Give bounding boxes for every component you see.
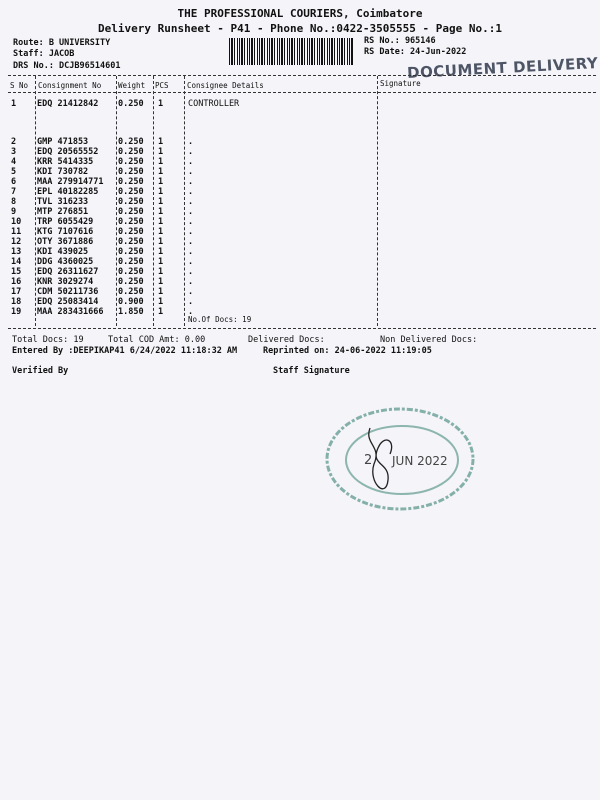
row-details: CONTROLLER — [188, 99, 240, 109]
row-pcs: 1 — [158, 287, 164, 297]
row-pcs: 1 — [158, 297, 164, 307]
row-weight: 0.250 — [118, 187, 144, 197]
col-header-pcs: PCS — [155, 81, 169, 90]
footer-rule — [8, 328, 596, 329]
row-pcs: 1 — [158, 157, 164, 167]
row-details: . — [188, 237, 194, 247]
row-weight: 0.250 — [118, 247, 144, 257]
row-pcs: 1 — [158, 237, 164, 247]
col-header-consignment: Consignment No — [38, 81, 102, 90]
row-sno: 7 — [11, 187, 17, 197]
row-consignment: KDI 730782 — [37, 167, 89, 177]
row-sno: 6 — [11, 177, 17, 187]
no-of-docs: No.Of Docs: 19 — [188, 315, 252, 324]
row-sno: 18 — [11, 297, 22, 307]
row-sno: 10 — [11, 217, 22, 227]
row-pcs: 1 — [158, 167, 164, 177]
row-sno: 8 — [11, 197, 17, 207]
row-weight: 0.250 — [118, 147, 144, 157]
row-consignment: OTY 3671886 — [37, 237, 94, 247]
row-pcs: 1 — [158, 307, 164, 317]
col-header-details: Consignee Details — [187, 81, 264, 90]
col-divider — [116, 76, 117, 326]
row-pcs: 1 — [158, 267, 164, 277]
row-weight: 0.900 — [118, 297, 144, 307]
row-sno: 3 — [11, 147, 17, 157]
document-delivery-stamp: DOCUMENT DELIVERY — [406, 54, 599, 82]
col-header-signature: Signature — [380, 79, 421, 88]
row-details: . — [188, 207, 194, 217]
row-pcs: 1 — [158, 99, 164, 109]
row-consignment: DDG 4360025 — [37, 257, 94, 267]
route-label: Route: B UNIVERSITY — [13, 38, 111, 48]
row-sno: 11 — [11, 227, 22, 237]
table-top-rule — [8, 75, 596, 76]
row-pcs: 1 — [158, 137, 164, 147]
row-weight: 0.250 — [118, 197, 144, 207]
row-consignment: MAA 283431666 — [37, 307, 104, 317]
row-weight: 0.250 — [118, 227, 144, 237]
staff-label: Staff: JACOB — [13, 49, 75, 59]
row-weight: 0.250 — [118, 177, 144, 187]
row-consignment: CDM 50211736 — [37, 287, 99, 297]
row-sno: 12 — [11, 237, 22, 247]
row-sno: 2 — [11, 137, 17, 147]
row-details: . — [188, 187, 194, 197]
row-pcs: 1 — [158, 217, 164, 227]
row-sno: 14 — [11, 257, 22, 267]
stamp-date-text: JUN 2022 — [392, 454, 448, 468]
reprinted-on: Reprinted on: 24-06-2022 11:19:05 — [263, 346, 432, 356]
row-weight: 0.250 — [118, 137, 144, 147]
row-weight: 0.250 — [118, 237, 144, 247]
stamp-day: 2 — [364, 453, 373, 468]
row-sno: 17 — [11, 287, 22, 297]
total-docs: Total Docs: 19 — [12, 335, 84, 345]
row-weight: 1.850 — [118, 307, 144, 317]
runsheet-subtitle: Delivery Runsheet - P41 - Phone No.:0422-3505555 - Page No.:1 — [98, 22, 502, 35]
row-weight: 0.250 — [118, 257, 144, 267]
row-pcs: 1 — [158, 197, 164, 207]
rs-date: RS Date: 24-Jun-2022 — [364, 47, 467, 57]
row-sno: 9 — [11, 207, 17, 217]
col-header-weight: Weight — [118, 81, 146, 90]
row-details: . — [188, 257, 194, 267]
row-sno: 13 — [11, 247, 22, 257]
row-weight: 0.250 — [118, 267, 144, 277]
row-details: . — [188, 307, 194, 317]
company-title: THE PROFESSIONAL COURIERS, Coimbatore — [177, 7, 423, 20]
row-details: . — [188, 247, 194, 257]
row-details: . — [188, 297, 194, 307]
row-consignment: TVL 316233 — [37, 197, 89, 207]
row-details: . — [188, 137, 194, 147]
row-weight: 0.250 — [118, 277, 144, 287]
row-sno: 1 — [11, 99, 17, 109]
row-consignment: MAA 279914771 — [37, 177, 104, 187]
col-header-sno: S No — [10, 81, 29, 90]
delivered-docs: Delivered Docs: — [248, 335, 325, 345]
row-consignment: GMP 471853 — [37, 137, 89, 147]
row-details: . — [188, 277, 194, 287]
row-details: . — [188, 267, 194, 277]
row-pcs: 1 — [158, 227, 164, 237]
row-sno: 16 — [11, 277, 22, 287]
row-sno: 19 — [11, 307, 22, 317]
rs-number: RS No.: 965146 — [364, 36, 436, 46]
row-weight: 0.250 — [118, 157, 144, 167]
row-weight: 0.250 — [118, 287, 144, 297]
row-weight: 0.250 — [118, 217, 144, 227]
row-consignment: KTG 7107616 — [37, 227, 94, 237]
row-consignment: TRP 6055429 — [37, 217, 94, 227]
drs-number: DRS No.: DCJB96514601 — [13, 61, 121, 71]
row-pcs: 1 — [158, 177, 164, 187]
total-cod: Total COD Amt: 0.00 — [108, 335, 206, 345]
staff-signature: Staff Signature — [273, 366, 350, 376]
row-weight: 0.250 — [118, 207, 144, 217]
row-pcs: 1 — [158, 147, 164, 157]
row-consignment: KDI 439025 — [37, 247, 89, 257]
col-divider — [377, 76, 378, 326]
row-details: . — [188, 217, 194, 227]
row-sno: 15 — [11, 267, 22, 277]
row-consignment: MTP 276851 — [37, 207, 89, 217]
row-pcs: 1 — [158, 277, 164, 287]
row-pcs: 1 — [158, 207, 164, 217]
row-pcs: 1 — [158, 257, 164, 267]
row-details: . — [188, 287, 194, 297]
row-details: . — [188, 167, 194, 177]
row-sno: 4 — [11, 157, 17, 167]
col-divider — [184, 76, 185, 326]
row-details: . — [188, 227, 194, 237]
entered-by: Entered By :DEEPIKAP41 6/24/2022 11:18:32 AM — [12, 346, 238, 356]
col-divider — [35, 76, 36, 326]
row-consignment: EDQ 20565552 — [37, 147, 99, 157]
col-divider — [153, 76, 154, 326]
table-header-rule — [8, 92, 596, 93]
row-weight: 0.250 — [118, 99, 144, 109]
round-date-stamp — [324, 404, 476, 514]
row-consignment: EPL 40182285 — [37, 187, 99, 197]
verified-by: Verified By — [12, 366, 69, 376]
non-delivered-docs: Non Delivered Docs: — [380, 335, 478, 345]
row-details: . — [188, 197, 194, 207]
row-consignment: EDQ 26311627 — [37, 267, 99, 277]
row-consignment: KNR 3029274 — [37, 277, 94, 287]
row-consignment: EDQ 21412842 — [37, 99, 99, 109]
row-consignment: EDQ 25083414 — [37, 297, 99, 307]
row-pcs: 1 — [158, 187, 164, 197]
row-details: . — [188, 147, 194, 157]
row-sno: 5 — [11, 167, 17, 177]
row-details: . — [188, 177, 194, 187]
barcode — [229, 38, 353, 65]
row-details: . — [188, 157, 194, 167]
row-pcs: 1 — [158, 247, 164, 257]
row-consignment: KRR 5414335 — [37, 157, 94, 167]
row-weight: 0.250 — [118, 167, 144, 177]
